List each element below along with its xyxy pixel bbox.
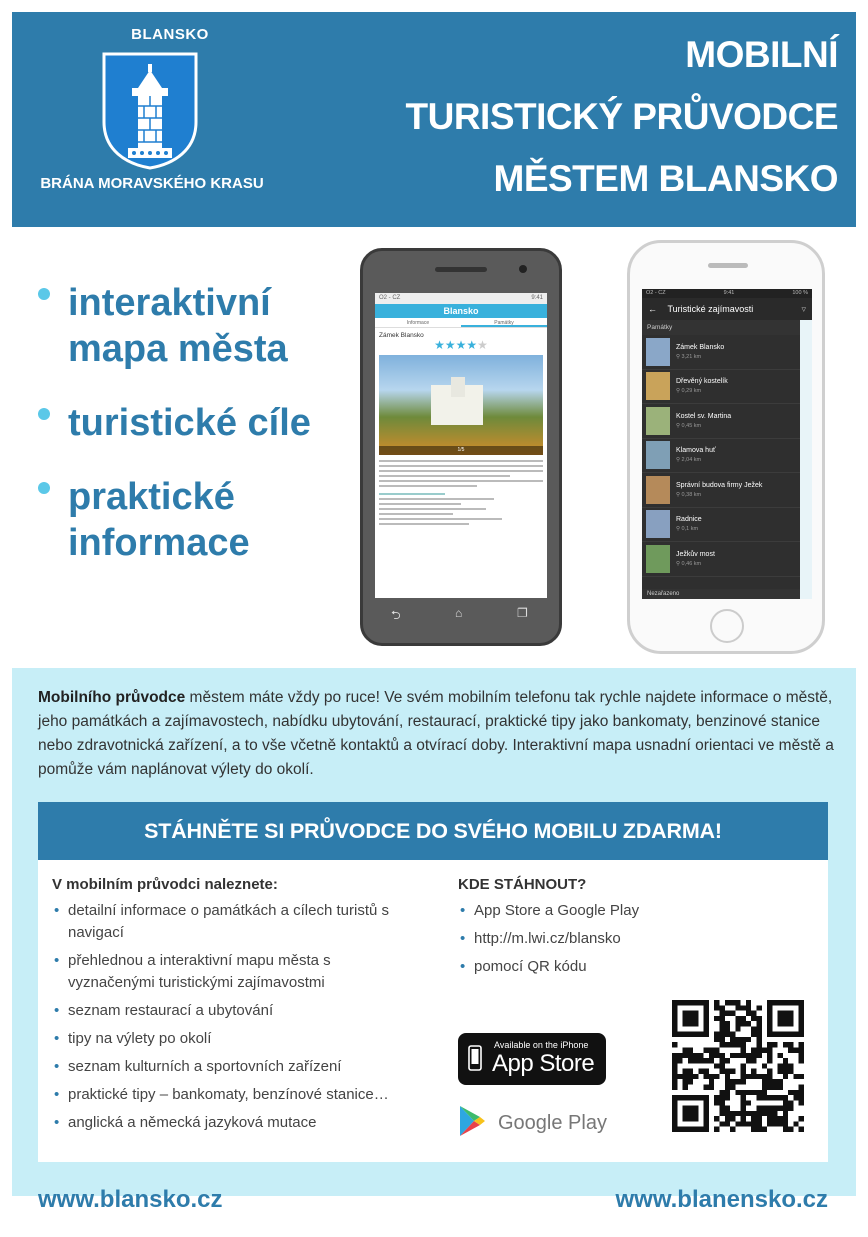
star-icon: ★ xyxy=(477,338,488,352)
list-item[interactable] xyxy=(642,404,812,439)
list-item-name: Správní budova firmy Ježek xyxy=(676,481,763,489)
recent-apps-icon[interactable]: ❐ xyxy=(517,606,528,620)
android-phone xyxy=(360,248,562,646)
list-item: • anglická a německá jazyková mutace xyxy=(52,1112,412,1134)
page-title: MOBILNÍ TURISTICKÝ PRŮVODCE MĚSTEM BLANSKO xyxy=(405,34,838,199)
speaker-grille xyxy=(435,267,487,272)
thumbnail xyxy=(646,545,670,573)
star-icon: ★ xyxy=(444,338,456,352)
iphone xyxy=(627,240,825,654)
tab-monuments[interactable]: Památky xyxy=(461,318,547,327)
thumbnail xyxy=(646,476,670,504)
list-item[interactable] xyxy=(642,370,812,405)
nav-bar: ← Turistické zajímavosti ▿ xyxy=(642,298,812,320)
star-icon: ★ xyxy=(455,338,467,352)
where-heading: KDE STÁHNOUT? xyxy=(458,876,587,893)
list-item-distance: ⚲ 2,04 km xyxy=(676,457,702,464)
website-blanensko[interactable]: www.blanensko.cz xyxy=(615,1186,828,1213)
list-item: • přehlednou a interaktivní mapu města s vyznačenými turistickými zajímavostmi xyxy=(52,950,412,994)
website-blansko[interactable]: www.blansko.cz xyxy=(38,1186,223,1213)
app-store-button[interactable]: Available on the iPhone App Store xyxy=(458,1033,606,1085)
thumbnail xyxy=(646,407,670,435)
iphone-screen xyxy=(642,289,812,599)
download-options-list xyxy=(458,900,678,984)
home-icon[interactable]: ⌂ xyxy=(455,606,463,620)
list-item-distance: ⚲ 0,38 km xyxy=(676,491,702,498)
thumbnail xyxy=(646,372,670,400)
intro-paragraph: Mobilního průvodce městem máte vždy po ruce! Ve svém mobilním telefonu tak rychle najdete informace o městě, jeho památkách a zajímavostech, nabídku ubytování, restaurací, praktické tipy jako bankomaty, benzinové stanice nebo zdravotnická zařízení, a to vše včetně kontaktů a otvírací doby. Interaktivní mapa usnadní orientaci ve městě a pomůže vám naplánovat výlety do okolí. xyxy=(38,689,834,778)
thumbnail xyxy=(646,510,670,538)
star-icon: ★ xyxy=(434,338,445,352)
list-item: • seznam kulturních a sportovních zařízení xyxy=(52,1056,412,1078)
bullet-icon xyxy=(38,408,50,420)
feature-list xyxy=(38,280,358,594)
list-item-name: Zámek Blansko xyxy=(676,343,725,351)
list-item[interactable] xyxy=(642,439,812,474)
list-item[interactable] xyxy=(642,508,812,543)
star-icon: ★ xyxy=(466,338,478,352)
list-item-name: Radnice xyxy=(676,516,702,524)
list-item-name: Klamova huť xyxy=(676,447,716,455)
back-arrow-icon[interactable]: ← xyxy=(648,304,657,314)
list-item-distance: ⚲ 3,21 km xyxy=(676,353,702,360)
qr-code xyxy=(672,1000,804,1132)
rating-stars xyxy=(375,339,547,351)
list-item[interactable] xyxy=(642,473,812,508)
home-button[interactable] xyxy=(710,609,744,643)
iphone-icon xyxy=(468,1045,482,1071)
android-screen xyxy=(375,293,547,598)
list-item[interactable] xyxy=(642,542,812,577)
google-play-icon xyxy=(458,1104,486,1138)
coat-of-arms-icon xyxy=(102,52,198,170)
list-item-distance: ⚲ 0,46 km xyxy=(676,560,702,567)
section-footer: Nezařazeno xyxy=(642,589,812,599)
castle-photo: 1/5 xyxy=(379,355,543,455)
camera-icon xyxy=(519,265,527,273)
download-banner: STÁHNĚTE SI PRŮVODCE DO SVÉHO MOBILU ZDARMA! xyxy=(38,802,828,860)
list-item: • praktické tipy – bankomaty, benzínové stanice… xyxy=(52,1084,412,1106)
status-bar: O2 - CZ 9:41 xyxy=(375,293,547,304)
status-bar: O2 - CZ 9:41 100 % xyxy=(642,289,812,298)
list-item: • tipy na výlety po okolí xyxy=(52,1028,412,1050)
app-features-list xyxy=(52,900,412,1140)
list-item-distance: ⚲ 0,1 km xyxy=(676,526,699,533)
list-item: • detailní informace o památkách a cílech turistů s navigací xyxy=(52,900,412,944)
bullet-icon xyxy=(38,288,50,300)
bullet-icon xyxy=(38,482,50,494)
list-item: • http://m.lwi.cz/blansko xyxy=(458,928,678,950)
tab-info[interactable]: Informace xyxy=(406,320,430,326)
google-play-button[interactable]: Google Play xyxy=(458,1100,618,1144)
list-item: • App Store a Google Play xyxy=(458,900,678,922)
poi-list xyxy=(642,335,812,577)
thumbnail xyxy=(646,338,670,366)
filter-icon[interactable]: ▿ xyxy=(801,304,806,314)
list-item-name: Dřevěný kostelík xyxy=(676,378,728,386)
feature-item: turistické cíle xyxy=(38,400,358,446)
section-header: Památky xyxy=(642,320,812,335)
tab-bar xyxy=(375,318,547,328)
list-item-distance: ⚲ 0,29 km xyxy=(676,388,702,395)
city-name: BLANSKO xyxy=(131,26,209,43)
side-panel xyxy=(800,320,812,599)
app-bar: Blansko xyxy=(375,304,547,318)
list-item: • seznam restaurací a ubytování xyxy=(52,1000,412,1022)
description-lines xyxy=(379,460,543,525)
list-item-name: Ježkův most xyxy=(676,550,715,558)
list-item[interactable] xyxy=(642,335,812,370)
speaker-grille xyxy=(708,263,748,268)
thumbnail xyxy=(646,441,670,469)
list-item: • pomocí QR kódu xyxy=(458,956,678,978)
feature-item: interaktivní mapa města xyxy=(38,280,358,372)
city-motto: BRÁNA MORAVSKÉHO KRASU xyxy=(40,175,264,192)
features-heading: V mobilním průvodci naleznete: xyxy=(52,876,278,893)
feature-item: praktické informace xyxy=(38,474,358,566)
list-item-name: Kostel sv. Martina xyxy=(676,412,732,420)
back-icon[interactable]: ⮌ xyxy=(391,608,401,622)
list-item-distance: ⚲ 0,45 km xyxy=(676,422,702,429)
place-title: Zámek Blansko xyxy=(379,332,424,339)
